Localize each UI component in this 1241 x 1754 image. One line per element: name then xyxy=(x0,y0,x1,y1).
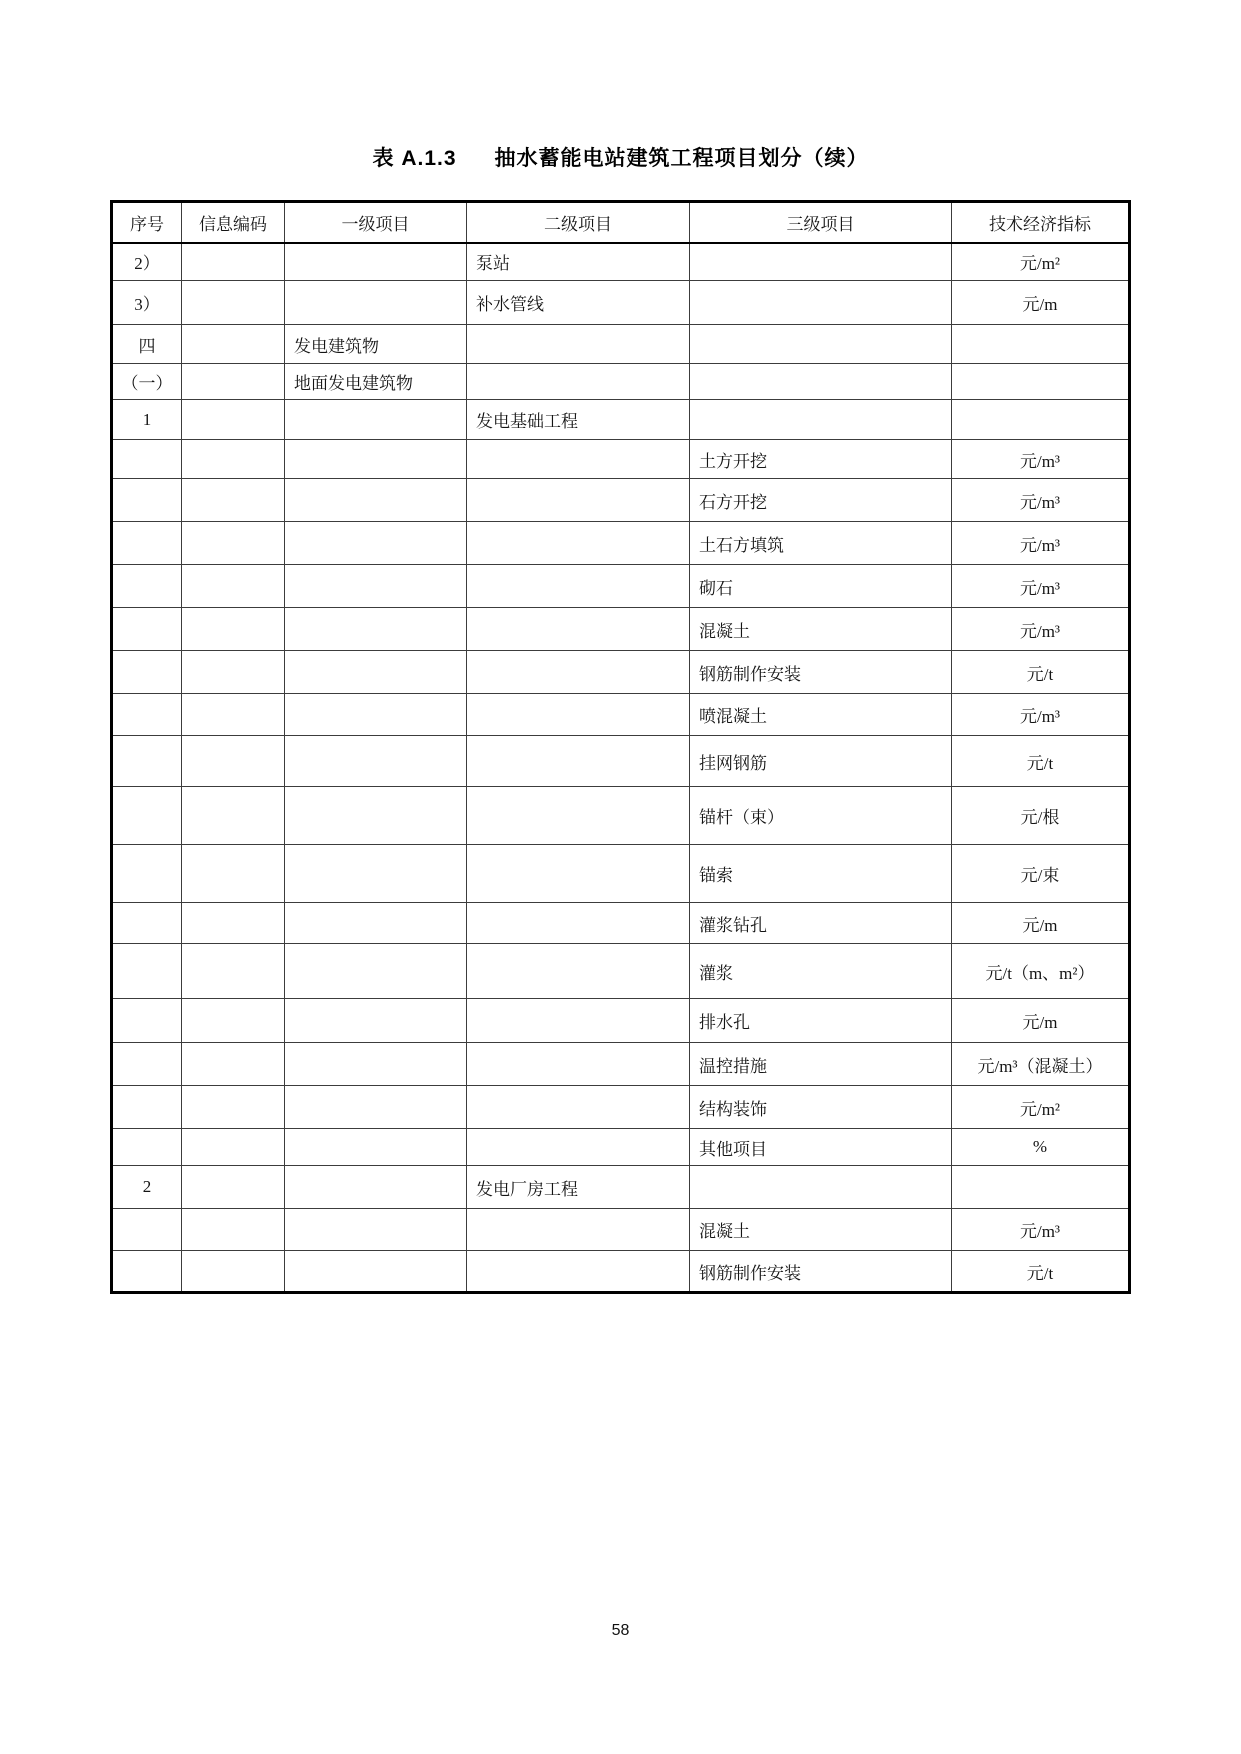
table-cell xyxy=(182,400,285,440)
table-cell xyxy=(285,999,467,1043)
table-cell: 元/根 xyxy=(952,787,1130,845)
table-cell: 元/t xyxy=(952,651,1130,694)
table-row xyxy=(112,400,1130,440)
table-number: 表 A.1.3 xyxy=(372,147,457,170)
table-row xyxy=(112,1129,1130,1166)
table-cell xyxy=(467,1043,690,1086)
page-number: 58 xyxy=(611,1622,630,1639)
table-cell xyxy=(285,522,467,565)
table-cell xyxy=(285,1251,467,1293)
table-cell: 混凝土 xyxy=(690,1209,952,1251)
table-cell: 锚索 xyxy=(690,845,952,903)
table-cell xyxy=(112,1043,182,1086)
col-header-serial: 序号 xyxy=(112,202,182,243)
table-cell: 补水管线 xyxy=(467,281,690,325)
table-cell xyxy=(952,400,1130,440)
table-cell xyxy=(285,1043,467,1086)
table-cell: % xyxy=(952,1129,1130,1166)
table-cell: 混凝土 xyxy=(690,608,952,651)
table-row xyxy=(112,1209,1130,1251)
table-cell xyxy=(690,400,952,440)
table-cell xyxy=(467,522,690,565)
table-cell xyxy=(112,1251,182,1293)
table-row xyxy=(112,999,1130,1043)
table-title-text: 抽水蓄能电站建筑工程项目划分（续） xyxy=(494,147,869,170)
table-cell xyxy=(112,694,182,736)
table-cell xyxy=(285,903,467,944)
table-cell xyxy=(112,1129,182,1166)
table-cell: 钢筋制作安装 xyxy=(690,1251,952,1293)
table-cell xyxy=(467,440,690,479)
table-cell: 发电建筑物 xyxy=(285,325,467,364)
table-row xyxy=(112,944,1130,999)
table-cell xyxy=(467,694,690,736)
header-row xyxy=(112,202,1130,243)
table-cell: 砌石 xyxy=(690,565,952,608)
table-cell xyxy=(285,243,467,281)
table-cell xyxy=(467,1251,690,1293)
table-cell xyxy=(467,325,690,364)
table-cell xyxy=(285,565,467,608)
table-cell xyxy=(112,999,182,1043)
table-cell xyxy=(467,999,690,1043)
table-cell xyxy=(182,1043,285,1086)
table-cell: 锚杆（束） xyxy=(690,787,952,845)
table-row xyxy=(112,608,1130,651)
table-row xyxy=(112,903,1130,944)
table-cell xyxy=(690,1166,952,1209)
table-cell: 排水孔 xyxy=(690,999,952,1043)
table-cell xyxy=(112,440,182,479)
table-cell xyxy=(182,479,285,522)
table-cell xyxy=(182,325,285,364)
table-row xyxy=(112,325,1130,364)
table-cell xyxy=(112,1086,182,1129)
table-cell: 元/m³ xyxy=(952,565,1130,608)
table-cell xyxy=(182,1129,285,1166)
table-cell: 元/m³ xyxy=(952,522,1130,565)
table-cell xyxy=(285,787,467,845)
table-cell: 其他项目 xyxy=(690,1129,952,1166)
table-cell: 元/m² xyxy=(952,1086,1130,1129)
col-header-level2-project: 二级项目 xyxy=(467,202,690,243)
table-cell: 挂网钢筋 xyxy=(690,736,952,787)
table-row xyxy=(112,1251,1130,1293)
table-cell xyxy=(182,608,285,651)
table-cell: 元/m³ xyxy=(952,1209,1130,1251)
table-cell xyxy=(285,608,467,651)
table-cell xyxy=(112,565,182,608)
table-cell xyxy=(467,1209,690,1251)
table-row xyxy=(112,1166,1130,1209)
table-title xyxy=(0,142,1241,172)
table-cell xyxy=(285,651,467,694)
table-cell xyxy=(285,1129,467,1166)
table-cell: 钢筋制作安装 xyxy=(690,651,952,694)
table-cell xyxy=(182,281,285,325)
table-row xyxy=(112,364,1130,400)
table-cell: 元/m³（混凝土） xyxy=(952,1043,1130,1086)
table-cell xyxy=(182,903,285,944)
table-cell: 元/m³ xyxy=(952,479,1130,522)
table-cell xyxy=(690,281,952,325)
table-cell: 3） xyxy=(112,281,182,325)
table-cell xyxy=(112,1209,182,1251)
table-cell xyxy=(467,651,690,694)
table-row xyxy=(112,440,1130,479)
table-cell xyxy=(467,479,690,522)
table-cell xyxy=(467,1129,690,1166)
table-row xyxy=(112,651,1130,694)
table-cell xyxy=(182,522,285,565)
table-cell: （一） xyxy=(112,364,182,400)
table-row xyxy=(112,1043,1130,1086)
table-cell xyxy=(952,1166,1130,1209)
table-cell xyxy=(467,1086,690,1129)
table-cell xyxy=(182,694,285,736)
table-cell xyxy=(112,944,182,999)
table-cell: 元/m³ xyxy=(952,440,1130,479)
table-cell xyxy=(112,845,182,903)
table-cell xyxy=(285,1086,467,1129)
table-cell: 2） xyxy=(112,243,182,281)
table-cell xyxy=(112,522,182,565)
table-cell xyxy=(467,903,690,944)
table-cell: 元/m³ xyxy=(952,694,1130,736)
table-cell xyxy=(467,787,690,845)
table-cell xyxy=(285,1209,467,1251)
table-cell xyxy=(285,694,467,736)
table-cell xyxy=(467,845,690,903)
table-cell xyxy=(182,1086,285,1129)
table-cell xyxy=(182,999,285,1043)
table-cell xyxy=(112,903,182,944)
table-row xyxy=(112,565,1130,608)
table-cell: 元/t xyxy=(952,1251,1130,1293)
table-cell xyxy=(467,944,690,999)
table-cell xyxy=(182,1166,285,1209)
table-cell: 元/束 xyxy=(952,845,1130,903)
table-cell: 元/m xyxy=(952,281,1130,325)
col-header-level3-project: 三级项目 xyxy=(690,202,952,243)
table-cell xyxy=(285,845,467,903)
table-cell xyxy=(285,1166,467,1209)
table-cell xyxy=(112,787,182,845)
table-cell xyxy=(182,440,285,479)
table-cell: 发电厂房工程 xyxy=(467,1166,690,1209)
table-cell xyxy=(690,243,952,281)
table-cell xyxy=(182,565,285,608)
table-cell xyxy=(467,565,690,608)
table-cell: 元/m xyxy=(952,903,1130,944)
table-cell: 地面发电建筑物 xyxy=(285,364,467,400)
table-cell: 四 xyxy=(112,325,182,364)
table-cell xyxy=(285,440,467,479)
table-cell xyxy=(112,651,182,694)
table-cell: 1 xyxy=(112,400,182,440)
table-cell: 发电基础工程 xyxy=(467,400,690,440)
table-cell: 温控措施 xyxy=(690,1043,952,1086)
table-row xyxy=(112,479,1130,522)
table-cell xyxy=(182,651,285,694)
col-header-level1-project: 一级项目 xyxy=(285,202,467,243)
table-cell xyxy=(467,364,690,400)
table-cell xyxy=(285,479,467,522)
table-cell xyxy=(182,1209,285,1251)
table-cell xyxy=(285,281,467,325)
table-cell: 灌浆钻孔 xyxy=(690,903,952,944)
col-header-tech-econ-indicator: 技术经济指标 xyxy=(952,202,1130,243)
table-row xyxy=(112,1086,1130,1129)
table-cell xyxy=(952,325,1130,364)
table-cell xyxy=(112,736,182,787)
table-cell: 土石方填筑 xyxy=(690,522,952,565)
table-cell xyxy=(182,845,285,903)
table-cell xyxy=(182,736,285,787)
table-cell xyxy=(182,243,285,281)
table-cell: 石方开挖 xyxy=(690,479,952,522)
table-cell xyxy=(285,400,467,440)
table-row xyxy=(112,522,1130,565)
table-row xyxy=(112,281,1130,325)
table-cell xyxy=(467,608,690,651)
table-row xyxy=(112,845,1130,903)
col-header-info-code: 信息编码 xyxy=(182,202,285,243)
table-cell: 2 xyxy=(112,1166,182,1209)
table-row xyxy=(112,736,1130,787)
table-cell: 泵站 xyxy=(467,243,690,281)
table-cell: 结构装饰 xyxy=(690,1086,952,1129)
table-cell: 喷混凝土 xyxy=(690,694,952,736)
table-cell xyxy=(285,736,467,787)
table-cell xyxy=(467,736,690,787)
table-cell xyxy=(182,364,285,400)
table-cell xyxy=(690,364,952,400)
table-cell xyxy=(112,608,182,651)
project-division-table xyxy=(110,200,1131,1294)
table-cell: 元/m xyxy=(952,999,1130,1043)
table-cell xyxy=(690,325,952,364)
table-cell xyxy=(182,787,285,845)
table-cell: 元/m³ xyxy=(952,608,1130,651)
table-row xyxy=(112,694,1130,736)
table-cell xyxy=(952,364,1130,400)
table-cell: 土方开挖 xyxy=(690,440,952,479)
table-cell: 元/t（m、m²） xyxy=(952,944,1130,999)
table-body xyxy=(112,243,1130,1293)
table-cell xyxy=(112,479,182,522)
table-cell xyxy=(182,944,285,999)
table-cell: 元/t xyxy=(952,736,1130,787)
table-cell xyxy=(285,944,467,999)
table-cell: 灌浆 xyxy=(690,944,952,999)
table-cell xyxy=(182,1251,285,1293)
table-row xyxy=(112,243,1130,281)
table-cell: 元/m² xyxy=(952,243,1130,281)
table-row xyxy=(112,787,1130,845)
